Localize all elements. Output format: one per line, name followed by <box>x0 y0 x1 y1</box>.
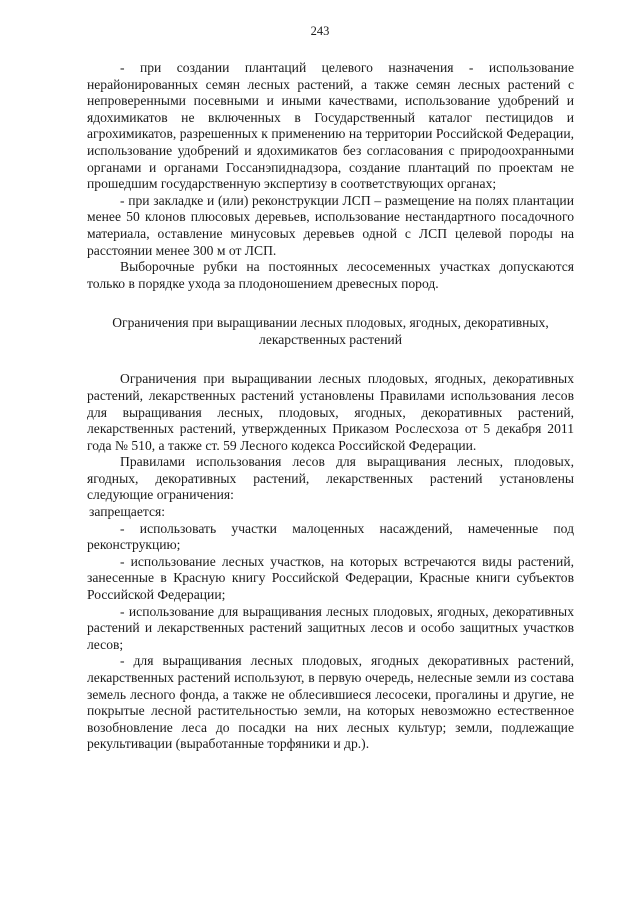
intro-paragraph-2: - при закладке и (или) реконструкции ЛСП – размещение на полях плантации менее 50 клонов плюсовых деревьев, использование нестандартного посадочного материала, оставление минусовых деревьев одной с ЛСП целевой породы на расстоянии менее 300 м от ЛСП. <box>87 192 574 258</box>
forbidden-item-3: - использование для выращивания лесных плодовых, ягодных, декоративных растений и лекарственных растений защитных лесов и особо защитных участков лесов; <box>87 603 574 652</box>
forbidden-item-1: - использовать участки малоценных насаждений, намеченные под реконструкцию; <box>87 520 574 553</box>
document-body <box>87 60 574 753</box>
forbidden-label: запрещается: <box>89 504 166 520</box>
intro-paragraph-3: Выборочные рубки на постоянных лесосеменных участках допускаются только в порядке ухода за плодоношением древесных пород. <box>87 259 574 291</box>
forbidden-item-4: - для выращивания лесных плодовых, ягодных декоративных растений, лекарственных растений используют, в первую очередь, нелесные земли из состава земель лесного фонда, а также не облесившиеся лесосеки, прогалины и другие, не покрытые лесной растительностью земли, на которых невозможно естественное возобновление леса до посадки на них лесных культур; земли, подлежащие рекультивации (выработанные торфяники и др.). <box>87 653 574 752</box>
section-paragraph-1: Ограничения при выращивании лесных плодовых, ягодных, декоративных растений, лекарственных растений установлены Правилами использования лесов для выращивания лесных, плодовых, ягодных, декоративных растений, лекарственных растений, утвержденных Приказом Рослесхоза от 5 декабря 2011 года № 510, а также ст. 59 Лесного кодекса Российской Федерации. <box>87 371 574 453</box>
section-heading: Ограничения при выращивании лесных плодовых, ягодных, декоративных, лекарственных растений <box>112 315 549 348</box>
section-paragraph-2: Правилами использования лесов для выращивания лесных, плодовых, ягодных, декоративных растений, лекарственных растений установлены следующие ограничения: <box>87 454 574 503</box>
intro-paragraph-1: - при создании плантаций целевого назначения - использование нерайонированных семян лесных растений, а также семян лесных растений с непроверенными посевными и иными качествами, использование удобрений и ядохимикатов не включенных в Государственный каталог пестицидов и агрохимикатов, разрешенных к применению на территории Российской Федерации, использование удобрений и ядохимикатов без согласования с природоохранными органами и органами Госсанэпиднадзора, создание плантаций по проектам не прошедшим государственную экспертизу в соответствующих органах; <box>87 60 574 192</box>
forbidden-item-2: - использование лесных участков, на которых встречаются виды растений, занесенные в Красную книгу Российской Федерации, Красные книги субъектов Российской Федерации; <box>87 553 574 603</box>
spacer <box>87 348 574 371</box>
spacer <box>87 292 574 314</box>
page-number: 243 <box>310 24 330 38</box>
